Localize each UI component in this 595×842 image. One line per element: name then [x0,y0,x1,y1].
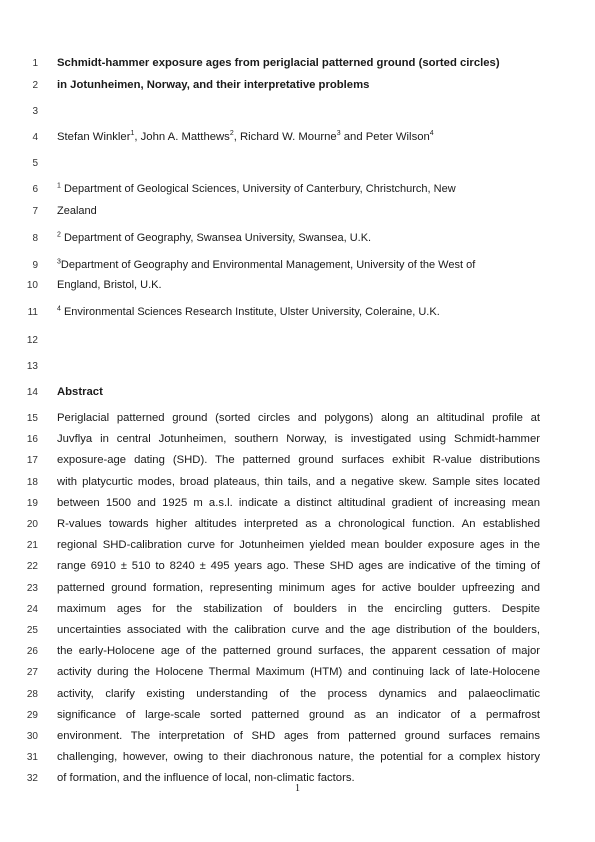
affiliation-4 [57,306,540,319]
author-list [57,131,540,144]
line-number: 16 [26,434,38,445]
affiliation-1 [57,183,540,196]
affiliation-text: Department of Geography, Swansea University, Swansea, U.K. [63,232,372,244]
line-number: 28 [26,689,38,700]
line-number: 27 [26,667,38,678]
paper-title-line: in Jotunheimen, Norway, and their interpretative problems [57,79,370,91]
abstract-line: activity, clarify existing understanding of the process dynamics and palaeoclimatic [57,688,540,700]
line-number: 14 [26,387,38,398]
line-number: 13 [26,361,38,372]
abstract-line: with platycurtic modes, broad plateaus, thin tails, and a negative skew. Sample sites located [57,476,540,488]
affiliation-mark: 3 [57,258,61,266]
line-number: 32 [26,773,38,784]
paper-title-line: Schmidt-hammer exposure ages from periglacial patterned ground (sorted circles) [57,57,500,69]
line-number: 21 [26,540,38,551]
line-number: 9 [32,260,38,271]
line-number: 5 [32,158,38,169]
line-number: 7 [32,206,38,217]
line-number: 15 [26,413,38,424]
abstract-line: challenging, however, owing to their diachronous nature, the potential for a complex history [57,751,540,763]
line-number: 26 [26,646,38,657]
author-affiliation-mark: 2 [229,130,234,138]
affiliation-text: Department of Geography and Environmental Management, University of the West of [60,259,476,271]
author-affiliation-mark: 1 [130,130,135,138]
abstract-line: the early-Holocene age of the patterned ground surfaces, the apparent cessation of major [57,645,540,657]
line-number: 20 [26,519,38,530]
line-number: 25 [26,625,38,636]
line-number: 8 [32,233,38,244]
affiliation-text: Department of Geological Sciences, University of Canterbury, Christchurch, New [63,183,456,195]
abstract-line: environment. The interpretation of SHD ages from patterned ground surfaces remains [57,730,540,742]
author-affiliation-mark: 3 [336,130,341,138]
affiliation-2 [57,232,540,245]
line-number: 3 [32,106,38,117]
abstract-line: R-values towards higher altitudes interpreted as a chronological function. An established [57,518,540,530]
line-number: 2 [32,80,38,91]
line-number: 18 [26,477,38,488]
abstract-line: between 1500 and 1925 m a.s.l. indicate a distinct altitudinal gradient of increasing mean [57,497,540,509]
abstract-line: regional SHD-calibration curve for Jotunheimen yielded mean boulder exposure ages in the [57,539,540,551]
abstract-line: patterned ground formation, representing minimum ages for active boulder upfreezing and [57,582,540,594]
abstract-line-last: of formation, and the influence of local, non-climatic factors. [57,772,355,784]
line-number: 23 [26,583,38,594]
page-number: 1 [295,783,300,794]
line-number: 31 [26,752,38,763]
line-number: 12 [26,335,38,346]
abstract-heading: Abstract [57,386,103,398]
line-number: 1 [32,58,38,69]
line-number: 19 [26,498,38,509]
author-separator: , [134,131,141,143]
line-number: 22 [26,561,38,572]
affiliation-3-cont: England, Bristol, U.K. [57,279,162,291]
affiliation-3 [57,259,540,272]
author-name: John A. Matthews [140,131,230,143]
affiliation-mark: 1 [57,182,61,190]
line-number: 11 [27,307,38,318]
abstract-line: exposure-age dating (SHD). The patterned ground surfaces exhibit R-value distributions [57,454,540,466]
abstract-line: Periglacial patterned ground (sorted circles and polygons) along an altitudinal profile at [57,412,540,424]
abstract-line: significance of large-scale sorted patterned ground as an indicator of a permafrost [57,709,540,721]
line-number: 30 [26,731,38,742]
affiliation-1-cont: Zealand [57,205,97,217]
abstract-line: maximum ages for the stabilization of boulders in the encircling gutters. Despite [57,603,540,615]
line-number: 10 [26,280,38,291]
abstract-line: range 6910 ± 510 to 8240 ± 495 years ago. These SHD ages are indicative of the timing of [57,560,540,572]
author-separator: and [340,131,366,143]
affiliation-text: Environmental Sciences Research Institute, Ulster University, Coleraine, U.K. [63,306,440,318]
author-name: Peter Wilson [365,131,430,143]
line-number: 29 [26,710,38,721]
abstract-line: uncertainties associated with the calibration curve and the age distribution of the boulders, [57,624,540,636]
line-number: 4 [32,132,38,143]
line-number: 24 [26,604,38,615]
author-name: Stefan Winkler [57,131,131,143]
author-separator: , [233,131,241,143]
author-name: Richard W. Mourne [240,131,337,143]
line-number: 6 [32,184,38,195]
line-number: 17 [26,455,38,466]
abstract-line: activity during the Holocene Thermal Maximum (HTM) and continuing lack of late-Holocene [57,666,540,678]
affiliation-mark: 2 [57,231,61,239]
affiliation-mark: 4 [57,305,61,313]
author-affiliation-mark: 4 [429,130,434,138]
abstract-line: Juvflya in central Jotunheimen, southern Norway, is investigated using Schmidt-hammer [57,433,540,445]
